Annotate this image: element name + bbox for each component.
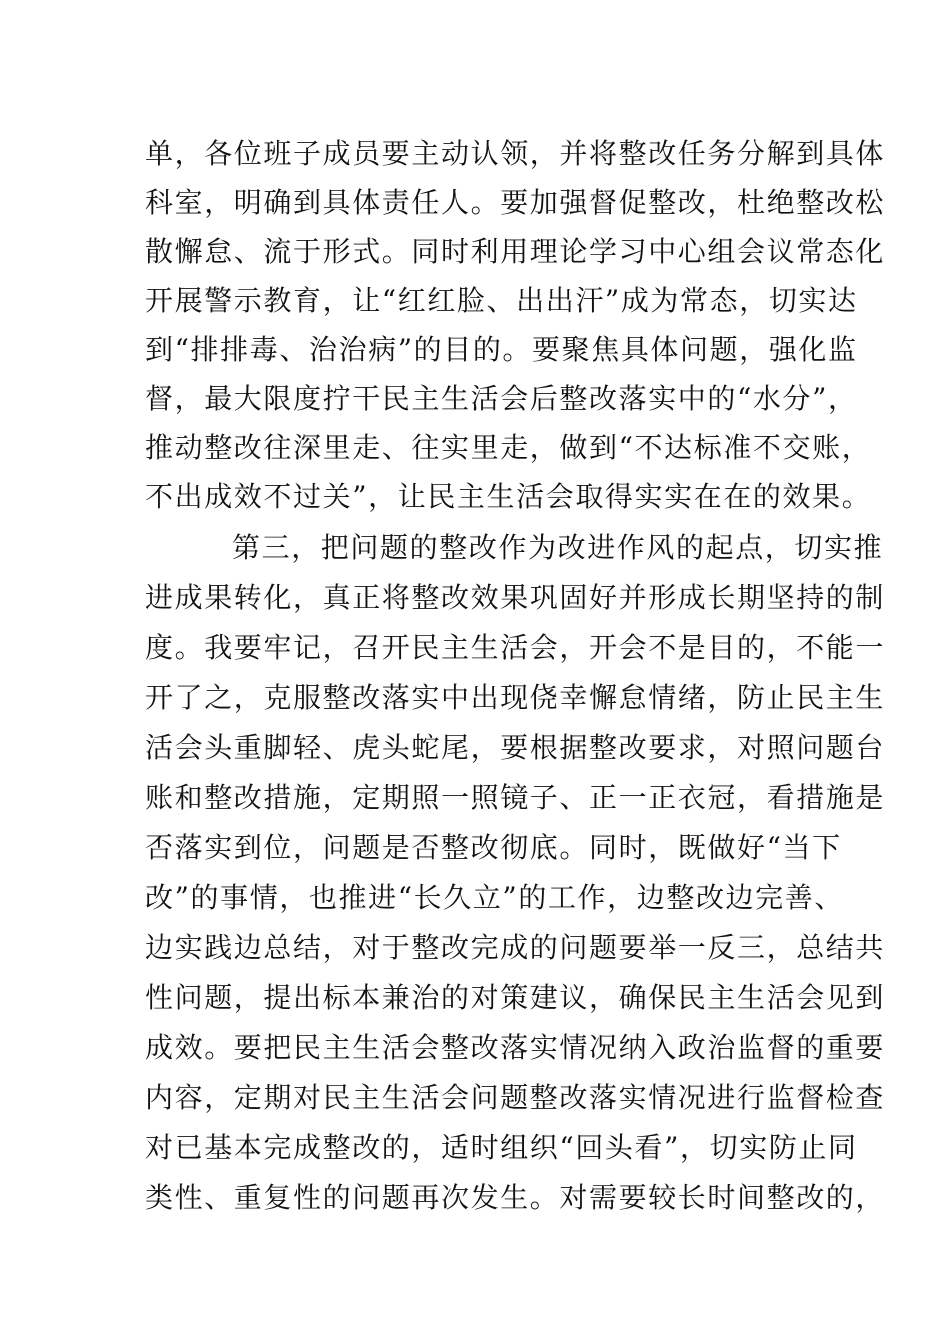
text-line: 科室，明确到具体责任人。要加强督促整改，杜绝整改松	[145, 186, 886, 219]
text-line: 不出成效不过关”，让民主生活会取得实实在在的效果。	[145, 480, 872, 513]
text-line: 内容，定期对民主生活会问题整改落实情况进行监督检查	[145, 1081, 886, 1114]
text-line: 边实践边总结，对于整改完成的问题要举一反三，总结共	[145, 931, 886, 964]
text-line: 否落实到位，问题是否整改彻底。同时，既做好“当下	[145, 831, 842, 864]
text-line: 对已基本完成整改的，适时组织“回头看”，切实防止同	[145, 1131, 858, 1164]
text-line: 到“排排毒、治治病”的目的。要聚焦具体问题，强化监	[145, 333, 858, 366]
text-line: 开展警示教育，让“红红脸、出出汗”成为常态，切实达	[145, 284, 858, 317]
text-line: 类性、重复性的问题再次发生。对需要较长时间整改的，	[145, 1181, 886, 1214]
text-line: 单，各位班子成员要主动认领，并将整改任务分解到具体	[145, 137, 886, 170]
text-line: 进成果转化，真正将整改效果巩固好并形成长期坚持的制	[145, 581, 886, 614]
text-line: 开了之，克服整改落实中出现侥幸懈怠情绪，防止民主生	[145, 681, 886, 714]
text-line: 性问题，提出标本兼治的对策建议，确保民主生活会见到	[145, 981, 886, 1014]
text-line: 督，最大限度拧干民主生活会后整改落实中的“水分”，	[145, 382, 858, 415]
text-line: 度。我要牢记，召开民主生活会，开会不是目的，不能一	[145, 631, 886, 664]
text-line: 推动整改往深里走、往实里走，做到“不达标准不交账，	[145, 431, 872, 464]
text-line: 活会头重脚轻、虎头蛇尾，要根据整改要求，对照问题台	[145, 731, 886, 764]
text-line: 账和整改措施，定期照一照镜子、正一正衣冠，看措施是	[145, 781, 886, 814]
paragraph-first-line: 第三，把问题的整改作为改进作风的起点，切实推	[232, 531, 884, 564]
text-line: 成效。要把民主生活会整改落实情况纳入政治监督的重要	[145, 1031, 886, 1064]
text-line: 改”的事情，也推进“长久立”的工作，边整改边完善、	[145, 881, 844, 914]
text-line: 散懈怠、流于形式。同时利用理论学习中心组会议常态化	[145, 235, 886, 268]
